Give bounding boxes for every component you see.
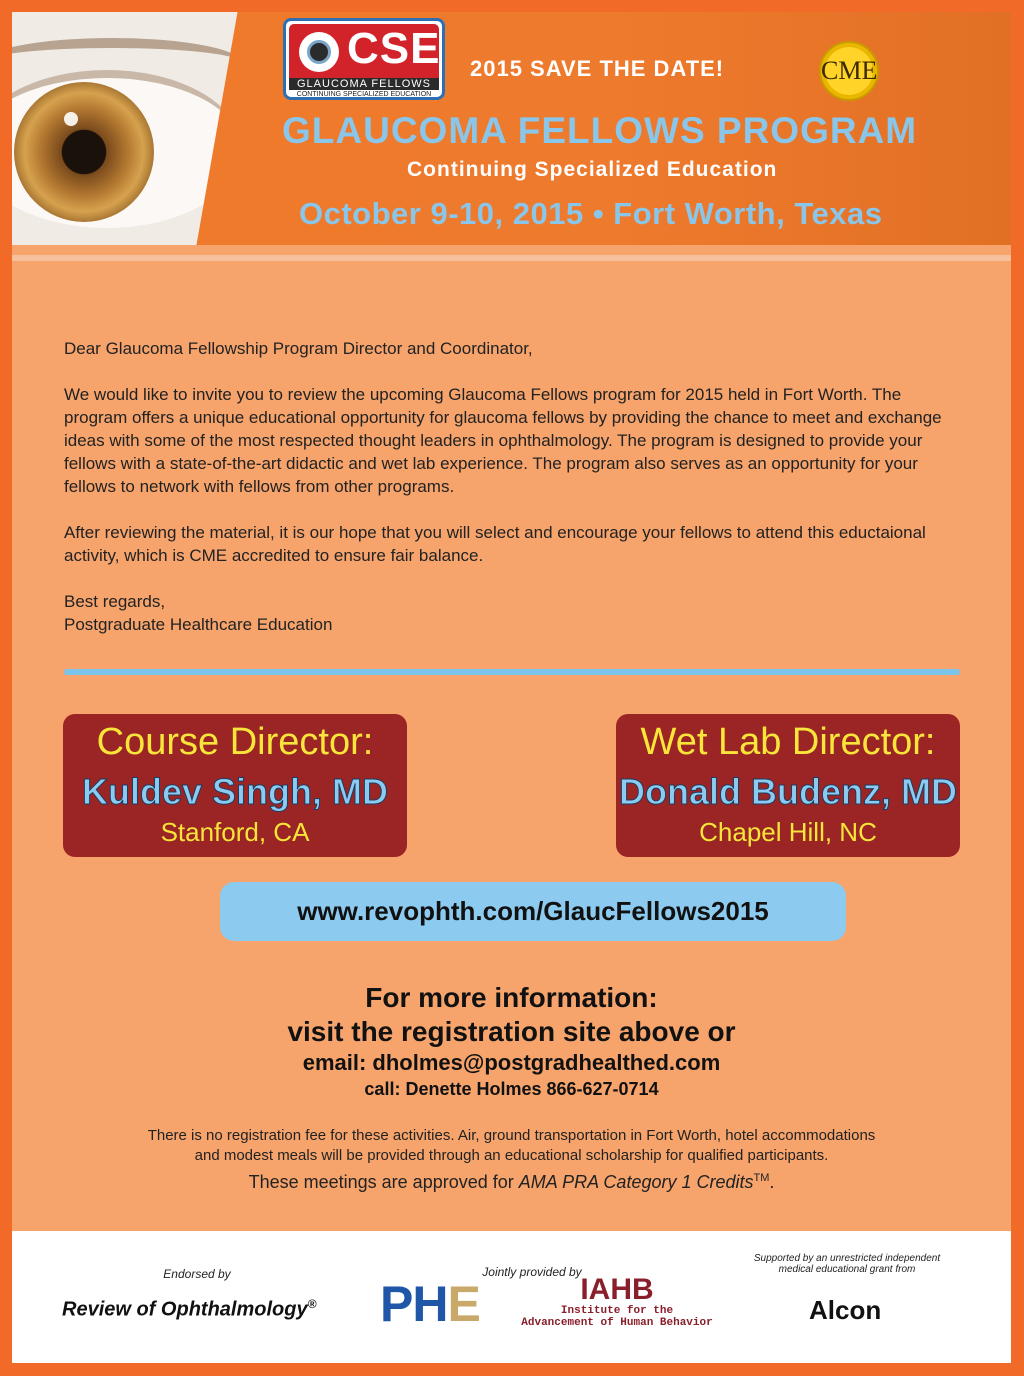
logo-red-panel: [289, 24, 439, 78]
fine-print-line-3: [12, 1166, 1011, 1194]
phe-letter-e: E: [447, 1276, 480, 1332]
sponsor-footer: [12, 1231, 1011, 1363]
letter-closing: Best regards,: [64, 592, 166, 611]
iahb-line-2: Advancement of Human Behavior: [521, 1317, 713, 1329]
header-divider: [12, 255, 1011, 261]
iris-shape: [14, 82, 154, 222]
info-email-link[interactable]: email: dholmes@postgradhealthed.com: [302, 1050, 721, 1075]
review-of-ophthalmology-logo: [62, 1297, 316, 1322]
section-divider: [64, 669, 960, 675]
fine-print-line-2: and modest meals will be provided through an educational scholarship for qualified participants.: [194, 1147, 829, 1164]
fine-print-line-1: There is no registration fee for these activities. Air, ground transportation in Fort Worth, hotel accommodations: [147, 1127, 876, 1144]
alcon-logo: Alcon: [809, 1295, 882, 1325]
supported-line-2: medical educational grant from: [778, 1264, 916, 1275]
logo-subtitle: CONTINUING SPECIALIZED EDUCATION: [296, 91, 432, 98]
registered-mark: ®: [307, 1297, 317, 1311]
director-location: Stanford, CA: [160, 817, 310, 847]
director-name: Kuldev Singh, MD: [82, 771, 388, 812]
iahb-line-1: Institute for the: [560, 1305, 674, 1317]
supported-line-1: Supported by an unrestricted independent: [753, 1253, 941, 1264]
fine-print: [12, 1126, 1011, 1194]
phe-logo: [380, 1275, 480, 1333]
wet-lab-director-box: [616, 714, 960, 857]
letter-paragraph-1: We would like to invite you to review the upcoming Glaucoma Fellows program for 2015 held in Fort Worth. The program offers a unique educational opportunity for glaucoma fellows by providing the chance to meet and exchange ideas with some of the most respected thought leaders in ophthalmology. The program is designed to provide your fellows with a state-of-the-art didactic and wet lab experience. The program also serves as an opportunity for your fellows to network with fellows from other programs.: [64, 385, 942, 496]
program-tagline: Continuing Specialized Education: [407, 158, 778, 181]
endorser-name: Review of Ophthalmology: [62, 1298, 308, 1321]
phe-letters: PH: [380, 1276, 448, 1332]
program-title: GLAUCOMA FELLOWS PROGRAM: [282, 110, 918, 151]
credits-prefix: These meetings are approved for: [248, 1172, 519, 1192]
supported-label: [747, 1253, 947, 1275]
cme-badge-icon: CME: [819, 41, 879, 101]
cse-logo: [283, 18, 445, 100]
contact-info: [12, 981, 1011, 1101]
jointly-provided-label: Jointly provided by: [482, 1265, 582, 1279]
letter-paragraph-2: After reviewing the material, it is our hope that you will select and encourage your fellows to attend this eductaional activity, which is CME accredited to ensure fair balance.: [64, 523, 926, 565]
iahb-acronym: IAHB: [580, 1273, 654, 1306]
trademark-mark: TM: [753, 1172, 770, 1184]
credits-suffix: .: [769, 1172, 775, 1192]
director-location: Chapel Hill, NC: [699, 817, 877, 847]
info-heading: For more information:: [365, 982, 658, 1013]
logo-eye-icon: [299, 32, 339, 72]
info-visit: visit the registration site above or: [287, 1016, 736, 1047]
info-phone: call: Denette Holmes 866-627-0714: [364, 1079, 659, 1099]
letter-salutation: Dear Glaucoma Fellowship Program Director and Coordinator,: [64, 339, 533, 358]
iahb-logo: [512, 1275, 722, 1329]
logo-title: CSE: [347, 24, 441, 73]
header-banner: [12, 12, 1011, 245]
eye-photo: [12, 12, 257, 245]
credits-name: AMA PRA Category 1 Credits: [518, 1172, 754, 1192]
endorsed-label: Endorsed by: [163, 1267, 231, 1281]
letter-signature: Postgraduate Healthcare Education: [64, 615, 333, 634]
director-role: Course Director:: [96, 721, 374, 763]
event-dates: October 9-10, 2015 • Fort Worth, Texas: [299, 196, 883, 231]
course-director-box: [63, 714, 407, 857]
flyer-content: [12, 12, 1011, 1363]
invitation-letter: [64, 337, 964, 636]
eye-glint: [64, 112, 78, 126]
registration-url-link[interactable]: www.revophth.com/GlaucFellows2015: [220, 882, 846, 941]
logo-band: GLAUCOMA FELLOWS: [289, 78, 439, 90]
director-role: Wet Lab Director:: [640, 721, 936, 763]
director-name: Donald Budenz, MD: [619, 771, 957, 812]
save-the-date: 2015 SAVE THE DATE!: [470, 56, 725, 81]
